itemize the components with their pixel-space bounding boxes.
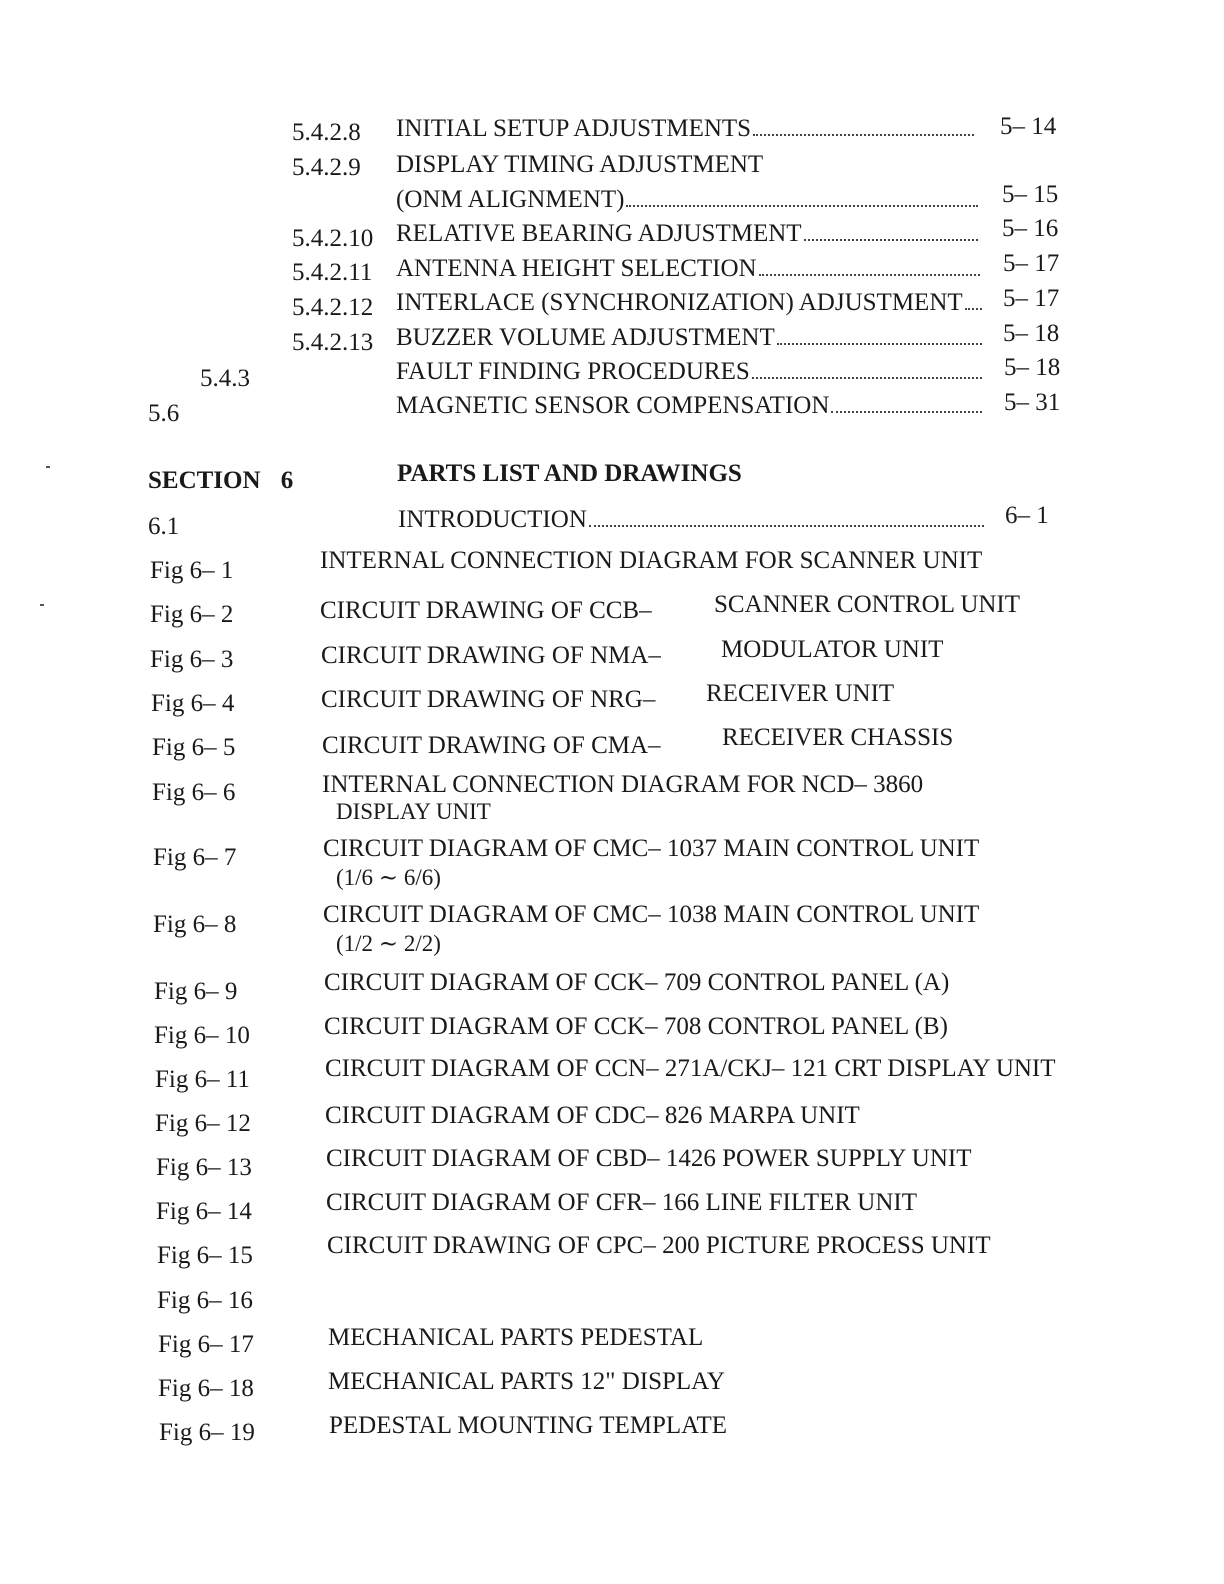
scan-speck	[46, 466, 50, 468]
section-label	[148, 466, 293, 496]
toc-entry[interactable]	[396, 219, 984, 249]
toc-title: INITIAL SETUP ADJUSTMENTS	[396, 115, 752, 142]
toc-entry[interactable]	[396, 114, 980, 144]
figure-label: Fig 6– 14	[156, 1198, 252, 1225]
toc-number: 5.4.2.11	[292, 259, 373, 286]
figure-unit: SCANNER CONTROL UNIT	[714, 591, 1021, 618]
figure-label: Fig 6– 1	[150, 557, 234, 584]
scan-speck	[40, 604, 44, 606]
dot-leader	[965, 307, 982, 310]
figure-title[interactable]: MECHANICAL PARTS 12" DISPLAY	[328, 1368, 725, 1395]
toc-entry[interactable]	[398, 505, 990, 535]
toc-entry[interactable]	[396, 185, 984, 215]
figure-label: Fig 6– 19	[159, 1419, 255, 1446]
section-word: SECTION	[148, 467, 261, 494]
figure-label: Fig 6– 2	[150, 601, 234, 628]
figure-subtitle: DISPLAY UNIT	[336, 799, 491, 824]
dot-leader	[831, 410, 982, 413]
dot-leader	[759, 273, 980, 276]
toc-number: 5.4.2.8	[292, 119, 361, 146]
figure-title[interactable]: MECHANICAL PARTS PEDESTAL	[328, 1324, 704, 1351]
figure-title[interactable]: CIRCUIT DRAWING OF NRG–	[321, 686, 656, 713]
figure-label: Fig 6– 11	[155, 1066, 250, 1093]
toc-page-number: 5– 15	[1002, 181, 1059, 208]
figure-label: Fig 6– 8	[153, 911, 237, 938]
toc-number: 5.4.2.9	[292, 154, 361, 181]
figure-label: Fig 6– 7	[153, 844, 237, 871]
toc-title: MAGNETIC SENSOR COMPENSATION	[396, 392, 830, 419]
figure-title[interactable]: INTERNAL CONNECTION DIAGRAM FOR SCANNER UNIT	[320, 547, 983, 574]
toc-entry[interactable]	[396, 323, 988, 353]
toc-entry[interactable]	[396, 288, 988, 318]
section-title: PARTS LIST AND DRAWINGS	[397, 460, 742, 487]
figure-subtitle: (1/2 ∼ 2/2)	[336, 931, 441, 956]
figure-title[interactable]: INTERNAL CONNECTION DIAGRAM FOR NCD– 3860	[322, 771, 924, 798]
figure-label: Fig 6– 12	[155, 1110, 251, 1137]
toc-number: 6.1	[148, 513, 180, 540]
toc-page-number: 5– 18	[1004, 354, 1061, 381]
toc-page-number: 5– 16	[1002, 215, 1059, 242]
figure-subtitle: (1/6 ∼ 6/6)	[336, 865, 441, 890]
toc-page-number: 6– 1	[1005, 502, 1049, 529]
figure-title[interactable]: CIRCUIT DIAGRAM OF CMC– 1037 MAIN CONTROL UNIT	[323, 835, 980, 862]
toc-title-continued: (ONM ALIGNMENT)	[396, 186, 625, 213]
toc-page-number: 5– 17	[1003, 250, 1060, 277]
toc-number: 5.6	[148, 400, 180, 427]
toc-number: 5.4.2.13	[292, 329, 374, 356]
toc-title: FAULT FINDING PROCEDURES	[396, 358, 750, 385]
dot-leader	[777, 342, 982, 345]
toc-number: 5.4.3	[200, 365, 250, 392]
figure-label: Fig 6– 6	[152, 779, 236, 806]
toc-title: INTRODUCTION	[398, 506, 587, 533]
figure-label: Fig 6– 13	[156, 1154, 252, 1181]
figure-title[interactable]: CIRCUIT DRAWING OF CCB–	[320, 597, 652, 624]
section-number: 6	[280, 467, 294, 494]
toc-page-number: 5– 31	[1004, 389, 1061, 416]
figure-title[interactable]: CIRCUIT DIAGRAM OF CDC– 826 MARPA UNIT	[325, 1102, 860, 1129]
figure-label: Fig 6– 3	[150, 646, 234, 673]
figure-title[interactable]: CIRCUIT DIAGRAM OF CCN– 271A/CKJ– 121 CRT DISPLAY UNIT	[325, 1055, 1056, 1082]
toc-number: 5.4.2.10	[292, 225, 374, 252]
toc-page-number: 5– 18	[1003, 320, 1060, 347]
toc-number: 5.4.2.12	[292, 294, 374, 321]
figure-label: Fig 6– 17	[158, 1331, 254, 1358]
figure-label: Fig 6– 16	[157, 1287, 253, 1314]
toc-title: DISPLAY TIMING ADJUSTMENT	[396, 151, 764, 178]
dot-leader	[752, 376, 982, 379]
toc-title: ANTENNA HEIGHT SELECTION	[396, 255, 757, 282]
dot-leader	[804, 238, 978, 241]
figure-title[interactable]: CIRCUIT DIAGRAM OF CCK– 709 CONTROL PANEL (A)	[324, 969, 950, 996]
toc-title: RELATIVE BEARING ADJUSTMENT	[396, 220, 802, 247]
figure-unit: MODULATOR UNIT	[721, 636, 944, 663]
figure-label: Fig 6– 4	[151, 690, 235, 717]
dot-leader	[753, 133, 974, 136]
figure-label: Fig 6– 10	[154, 1022, 250, 1049]
toc-title: BUZZER VOLUME ADJUSTMENT	[396, 324, 775, 351]
toc-page-number: 5– 17	[1003, 285, 1060, 312]
figure-title[interactable]: PEDESTAL MOUNTING TEMPLATE	[329, 1412, 727, 1439]
toc-page-number: 5– 14	[1000, 113, 1057, 140]
figure-title[interactable]: CIRCUIT DIAGRAM OF CBD– 1426 POWER SUPPLY UNIT	[326, 1145, 972, 1172]
figure-title[interactable]: CIRCUIT DIAGRAM OF CCK– 708 CONTROL PANEL (B)	[324, 1013, 948, 1040]
toc-entry[interactable]	[396, 391, 988, 421]
dot-leader	[589, 524, 984, 527]
figure-unit: RECEIVER UNIT	[706, 680, 895, 707]
figure-title[interactable]: CIRCUIT DIAGRAM OF CFR– 166 LINE FILTER UNIT	[326, 1189, 918, 1216]
figure-label: Fig 6– 18	[158, 1375, 254, 1402]
figure-title[interactable]: CIRCUIT DRAWING OF NMA–	[321, 642, 661, 669]
dot-leader	[626, 204, 978, 207]
figure-label: Fig 6– 5	[152, 734, 236, 761]
toc-entry[interactable]	[396, 254, 986, 284]
toc-entry[interactable]	[396, 357, 988, 387]
figure-label: Fig 6– 9	[154, 978, 238, 1005]
figure-title[interactable]: CIRCUIT DRAWING OF CMA–	[322, 732, 661, 759]
toc-title: INTERLACE (SYNCHRONIZATION) ADJUSTMENT	[396, 289, 963, 316]
figure-label: Fig 6– 15	[157, 1242, 253, 1269]
figure-unit: RECEIVER CHASSIS	[722, 724, 954, 751]
figure-title[interactable]: CIRCUIT DIAGRAM OF CMC– 1038 MAIN CONTROL UNIT	[323, 901, 980, 928]
figure-title[interactable]: CIRCUIT DRAWING OF CPC– 200 PICTURE PROCESS UNIT	[327, 1232, 991, 1259]
